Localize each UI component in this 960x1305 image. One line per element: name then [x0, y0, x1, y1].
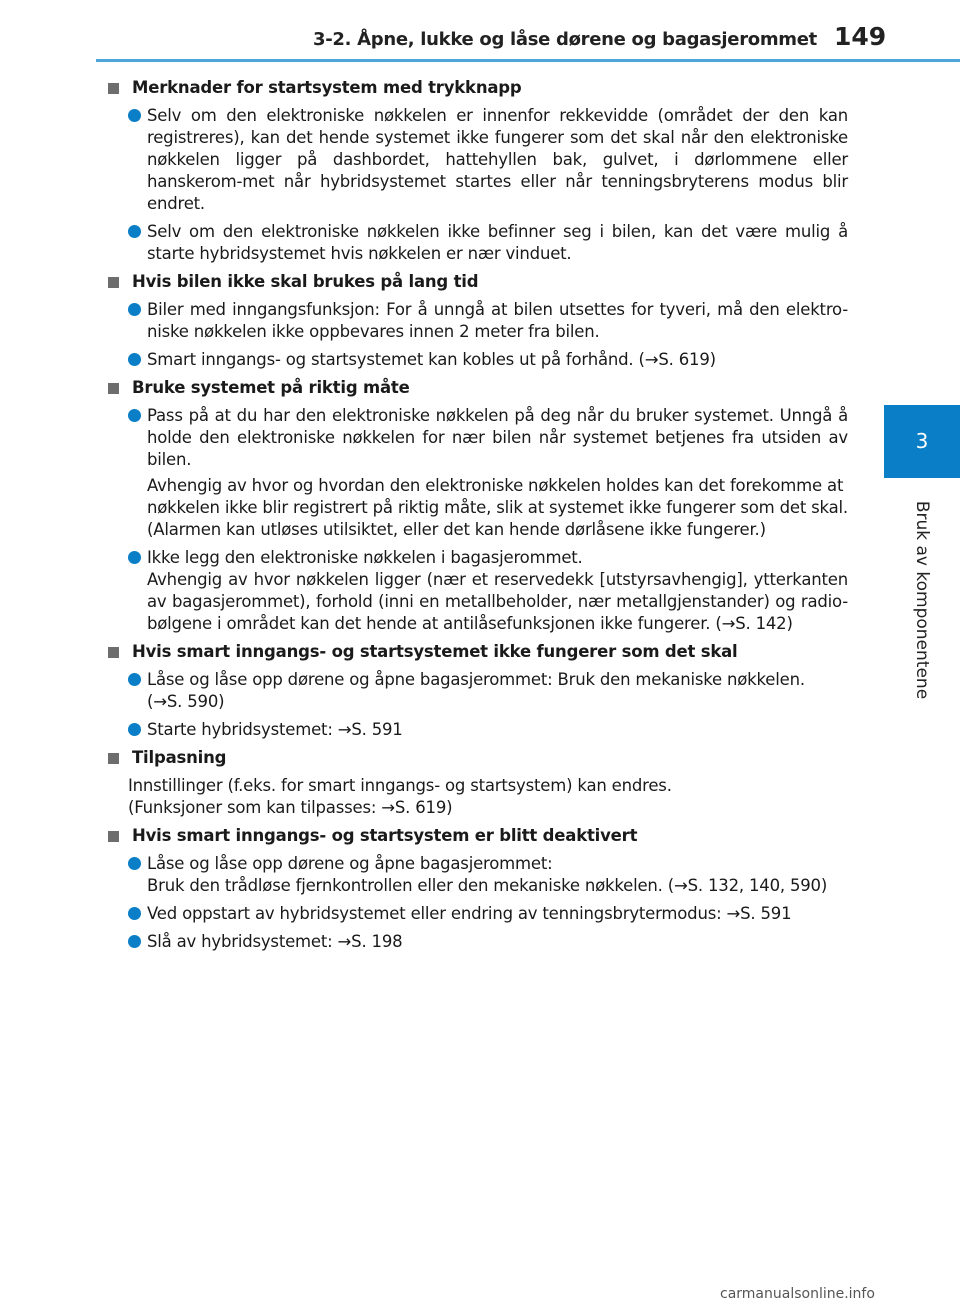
- section-customization: [104, 747, 848, 819]
- dot-bullet-icon: [128, 935, 141, 948]
- section-long-term-storage: [104, 271, 848, 371]
- dot-bullet-icon: [128, 109, 141, 122]
- list-item: Låse og låse opp dørene og åpne bagasjerommet: Bruk den mekaniske nøkkelen. (→S. 590): [104, 669, 848, 713]
- watermark: carmanualsonline.info: [720, 1286, 875, 1302]
- section-malfunction: [104, 641, 848, 741]
- list-item-subparagraph: Avhengig av hvor og hvordan den elektroniske nøkkelen holdes kan det forekomme at nøkkelen ikke blir registrert på riktig måte, slik at systemet ikke fungerer som det skal. (Alarmen kan utløses utilsiktet, eller det kan hende dørlåsene ikke fungerer.): [147, 476, 848, 539]
- dot-bullet-icon: [128, 303, 141, 316]
- square-bullet-icon: [108, 753, 119, 764]
- header-divider: [96, 59, 960, 62]
- section-heading: Merknader for startsystem med trykknapp: [104, 77, 848, 99]
- chapter-tab[interactable]: 3: [884, 405, 960, 478]
- page-header-title: 3-2. Åpne, lukke og låse dørene og bagasjerommet: [313, 29, 817, 50]
- section-heading: Hvis smart inngangs- og startsystemet ikke fungerer som det skal: [104, 641, 848, 663]
- section-deactivated: [104, 825, 848, 953]
- list-item: Starte hybridsystemet: →S. 591: [104, 719, 848, 741]
- section-heading: Hvis bilen ikke skal brukes på lang tid: [104, 271, 848, 293]
- dot-bullet-icon: [128, 225, 141, 238]
- list-item: Selv om den elektroniske nøkkelen ikke befinner seg i bilen, kan det være mulig å starte hybridsystemet hvis nøkkelen er nær vinduet.: [104, 221, 848, 265]
- square-bullet-icon: [108, 647, 119, 658]
- dot-bullet-icon: [128, 907, 141, 920]
- dot-bullet-icon: [128, 857, 141, 870]
- list-item: Ved oppstart av hybridsystemet eller endring av tenningsbrytermodus: →S. 591: [104, 903, 848, 925]
- section-paragraph: Innstillinger (f.eks. for smart inngangs- og startsystem) kan endres. (Funksjoner som kan tilpasses: →S. 619): [128, 776, 672, 817]
- list-item: Pass på at du har den elektroniske nøkkelen på deg når du bruker systemet. Unngå å holde den elektroniske nøkkelen for nær bilen når systemet betjenes fra utsiden av bilen.: [104, 405, 848, 471]
- list-item: Ikke legg den elektroniske nøkkelen i bagasjerommet. Avhengig av hvor nøkkelen ligger (nær et reservedekk [utstyrsavhengig], ytterkanten av bagasjerommet), forhold (inni en metallbeholder, nær metallgjenstander) og radio-bølgene i området kan det hende at antilåsefunksjonen ikke fungerer. (→S. 142): [104, 547, 848, 635]
- section-heading: Hvis smart inngangs- og startsystem er blitt deaktivert: [104, 825, 848, 847]
- list-item: Låse og låse opp dørene og åpne bagasjerommet: Bruk den trådløse fjernkontrollen eller den mekaniske nøkkelen. (→S. 132, 140, 590): [104, 853, 848, 897]
- section-start-notes: [104, 77, 848, 265]
- chapter-tab-label: Bruk av komponentene: [912, 500, 932, 700]
- dot-bullet-icon: [128, 409, 141, 422]
- list-item: Slå av hybridsystemet: →S. 198: [104, 931, 848, 953]
- section-correct-usage: [104, 377, 848, 635]
- list-item: Biler med inngangsfunksjon: For å unngå at bilen utsettes for tyveri, må den elektro-niske nøkkelen ikke oppbevares innen 2 meter fra bilen.: [104, 299, 848, 343]
- square-bullet-icon: [108, 83, 119, 94]
- section-heading: Tilpasning: [104, 747, 848, 769]
- main-content: [104, 72, 848, 959]
- list-item: Selv om den elektroniske nøkkelen er innenfor rekkevidde (området der den kan registreres), kan det hende systemet ikke fungerer som det skal når den elektroniske nøkkelen ligger på dashbordet, hattehyllen bak, gulvet, i dørlommene eller hanskerom-met når hybridsystemet startes eller når tenningsbryterens modus blir endret.: [104, 105, 848, 215]
- list-item: Smart inngangs- og startsystemet kan kobles ut på forhånd. (→S. 619): [104, 349, 848, 371]
- square-bullet-icon: [108, 277, 119, 288]
- dot-bullet-icon: [128, 353, 141, 366]
- dot-bullet-icon: [128, 723, 141, 736]
- page-number: 149: [834, 22, 887, 51]
- square-bullet-icon: [108, 383, 119, 394]
- dot-bullet-icon: [128, 551, 141, 564]
- square-bullet-icon: [108, 831, 119, 842]
- dot-bullet-icon: [128, 673, 141, 686]
- section-heading: Bruke systemet på riktig måte: [104, 377, 848, 399]
